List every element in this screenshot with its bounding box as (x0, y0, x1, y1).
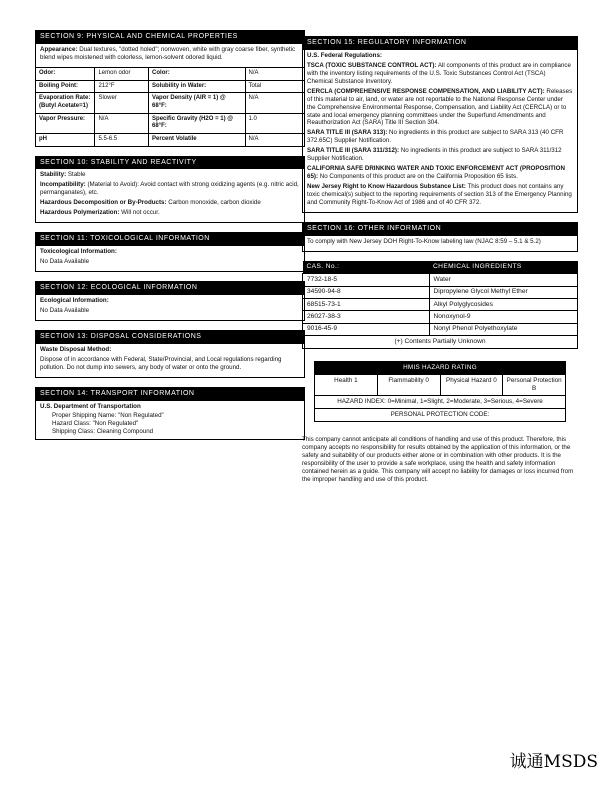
ingredients-header: CHEMICAL INGREDIENTS (429, 261, 578, 274)
decomposition-text: Carbon monoxide, carbon dioxide (166, 199, 261, 207)
polymerization (40, 209, 300, 217)
appearance-label: Appearance: (40, 45, 78, 53)
section-12 (35, 281, 305, 321)
hmis-rating (314, 361, 566, 422)
property-value: 5.5-6.5 (95, 133, 149, 145)
property-row (36, 113, 304, 133)
property-value: N/A (245, 93, 304, 113)
property-label: Solubility in Water: (149, 80, 245, 93)
disposal-text: Dispose of in accordance with Federal, State/Provincial, and Local regulations regarding pollution. Do not dump into sewers, any body of water or onto the ground. (40, 355, 282, 371)
hmis-health: Health 1 (315, 375, 378, 395)
dot-label: U.S. Department of Transportation (40, 402, 141, 410)
cas-header: CAS. No.: (303, 261, 430, 274)
property-value: Slower (95, 93, 149, 113)
ingredient-row (303, 274, 578, 286)
section-12-header: SECTION 12: ECOLOGICAL INFORMATION (36, 282, 304, 295)
section-13-header: SECTION 13: DISPOSAL CONSIDERATIONS (36, 331, 304, 344)
property-value: N/A (245, 67, 304, 80)
cercla-label: CERCLA (COMPREHENSIVE RESPONSE COMPENSATION, AND LIABILITY ACT): (307, 87, 545, 95)
personal-protection-code: PERSONAL PROTECTION CODE: (315, 408, 565, 421)
property-label: Vapor Pressure: (36, 113, 95, 133)
section-11-header: SECTION 11: TOXICOLOGICAL INFORMATION (36, 233, 304, 246)
ingredient-name: Nonoxynol-9 (429, 311, 578, 323)
property-row (36, 93, 304, 113)
cas-number: 7732-18-5 (303, 274, 430, 286)
stability-text: Stable (66, 171, 86, 179)
section-10-header: SECTION 10: STABILITY AND REACTIVITY (36, 157, 304, 170)
ingredients-table (302, 261, 578, 349)
toxicological-text: No Data Available (40, 258, 90, 266)
sara-311-label: SARA TITLE III (SARA 311/312): (307, 147, 400, 155)
new-jersey-label: New Jersey Right to Know Hazardous Substance List: (307, 183, 466, 191)
section-10 (35, 156, 305, 224)
right-column (302, 36, 578, 484)
stability-label: Stability: (40, 171, 67, 179)
cercla-text: Releases of this material to air, land, or water are not reportable to the National Response Center under the Comprehensive Environmental Response, Compensation, and Liability Act (CERCLA) or to state and local emergency planning committees under the Superfund Amendments and Reauthorization Act (SARA) Title III Section 304. (307, 87, 573, 127)
section-14-header: SECTION 14: TRANSPORT INFORMATION (36, 388, 304, 401)
polymerization-label: Hazardous Polymerization: (40, 209, 120, 217)
appearance-text: Dual textures, "dotted holed"; nonwoven, white with gray coarse fiber, synthetic blend wipes moistened with colorless, lemon-solvent odored liquid. (40, 45, 296, 61)
property-row (36, 67, 304, 80)
sara-313-text: No ingredients in this product are subject to SARA 313 (40 CFR 372.65C) Supplier Notification. (307, 129, 564, 145)
shipping-class: Shipping Class: Cleaning Compound (52, 428, 154, 436)
section-13 (35, 330, 305, 378)
new-jersey-text: This product does not contains any toxic chemical(s) subject to the reporting requirements of section 313 of the Emergency Planning and Community Right-To-Know Act of 1986 and of 40 CFR 372. (307, 183, 572, 206)
hmis-personal-protection: Personal Protection B (506, 376, 562, 392)
incompatibility (40, 181, 300, 197)
tsca-label: TSCA (TOXIC SUBSTANCE CONTROL ACT): (307, 61, 437, 69)
ingredient-row (303, 323, 578, 335)
property-label: Boiling Point: (36, 80, 95, 93)
property-value: 212°F (95, 80, 149, 93)
sara-313 (307, 129, 573, 145)
hmis-title: HMIS HAZARD RATING (315, 362, 565, 374)
polymerization-text: Will not occur. (119, 209, 160, 217)
property-row (36, 80, 304, 93)
property-label: Percent Volatile (149, 133, 245, 145)
tsca (307, 62, 573, 86)
hmis-values (315, 374, 565, 395)
property-value: Total (245, 80, 304, 93)
properties-table (36, 67, 304, 146)
ingredient-name: Water (429, 274, 578, 286)
decomposition (40, 199, 300, 207)
sara-311-text: No ingredients in this product are subject to SARA 311/312 Supplier Notification. (307, 147, 562, 163)
property-label: Evaporation Rate: (Butyl Acetate=1) (36, 93, 95, 113)
property-label: Vapor Density (AIR = 1) @ 68°F: (149, 93, 245, 113)
ingredient-name: Dipropylene Glycol Methyl Ether (429, 286, 578, 298)
hmis-physical-hazard: Physical Hazard 0 (441, 375, 504, 395)
california-label: CALIFORNIA SAFE DRINKING WATER AND TOXIC ENFORCEMENT ACT (PROPOSITION 65): (307, 165, 565, 181)
toxicological-label: Toxicological Information: (40, 248, 117, 256)
cas-number: 9016-45-9 (303, 323, 430, 335)
hazard-class: Hazard Class: "Non Regulated" (52, 420, 139, 428)
property-value: 1.0 (245, 113, 304, 133)
decomposition-label: Hazardous Decomposition or By-Products: (40, 199, 167, 207)
property-label: Odor: (36, 67, 95, 80)
ingredient-row (303, 286, 578, 298)
section-16 (302, 222, 578, 252)
ingredients-footer: (+) Contents Partially Unknown (303, 336, 578, 348)
section-9-header: SECTION 9: PHYSICAL AND CHEMICAL PROPERTIES (36, 31, 304, 44)
section-16-text: To comply with New Jersey DOH Right-To-Know labeling law (NJAC 8:59 – 5.1 & 5.2) (307, 237, 541, 245)
sara-311 (307, 147, 573, 163)
property-value: N/A (95, 113, 149, 133)
section-15-header: SECTION 15: REGULATORY INFORMATION (303, 37, 577, 50)
cas-number: 68515-73-1 (303, 299, 430, 311)
watermark-logo: 诚通MSDS (509, 752, 598, 773)
incompatibility-label: Incompatibility: (40, 181, 86, 189)
california-text: No Components of this product are on the California Proposition 65 lists. (318, 173, 518, 181)
ingredient-row (303, 311, 578, 323)
disposal-label: Waste Disposal Method: (40, 345, 112, 353)
new-jersey (307, 183, 573, 207)
section-14 (35, 387, 305, 441)
ingredient-name: Alkyl Polyglycosides (429, 299, 578, 311)
sara-313-label: SARA TITLE III (SARA 313): (307, 129, 388, 137)
section-11 (35, 232, 305, 272)
hazard-index: HAZARD INDEX: 0=Minimal, 1=Slight, 2=Moderate, 3=Serious, 4=Severe (315, 395, 565, 408)
california (307, 165, 573, 181)
shipping-name: Proper Shipping Name: "Non Regulated" (52, 412, 164, 420)
cas-number: 26027-38-3 (303, 311, 430, 323)
property-label: Color: (149, 67, 245, 80)
ingredient-row (303, 299, 578, 311)
property-label: Specific Gravity (H2O = 1) @ 68°F: (149, 113, 245, 133)
property-label: pH (36, 133, 95, 145)
property-value: N/A (245, 133, 304, 145)
incompatibility-text: (Material to Avoid): Avoid contact with strong oxidizing agents (e.g. nitric acid, permanganates), etc. (40, 181, 299, 197)
left-column (35, 30, 305, 449)
cas-number: 34590-94-8 (303, 286, 430, 298)
federal-label: U.S. Federal Regulations: (307, 51, 382, 59)
ecological-text: No Data Available (40, 306, 90, 314)
ecological-label: Ecological Information: (40, 296, 109, 304)
section-15 (302, 36, 578, 213)
appearance (40, 46, 300, 62)
disclaimer: This company cannot anticipate all conditions of handling and use of this product. Therefore, this company accepts no responsibility for results obtained by the application of this information, or the safety and suitability of our products either alone or in combination with other products. It is the responsibility of the user to provide a safe workplace, using the health and safety information contained herein as a guide. This company will accept no liability for damages or loss incurred from the improper handling and use of this product. (302, 436, 574, 483)
stability (40, 171, 300, 179)
property-row (36, 133, 304, 145)
section-16-header: SECTION 16: OTHER INFORMATION (303, 223, 577, 236)
ingredient-name: Nonyl Phenol Polyethoxylate (429, 323, 578, 335)
section-9 (35, 30, 305, 147)
tsca-text: All components of this product are in compliance with the inventory listing requirements of the U.S. Toxic Substances Control Act (TSCA) Chemical Substance Inventory. (307, 61, 571, 85)
cercla (307, 88, 573, 128)
property-value: Lemon odor (95, 67, 149, 80)
hmis-flammability: Flammability 0 (378, 375, 441, 395)
